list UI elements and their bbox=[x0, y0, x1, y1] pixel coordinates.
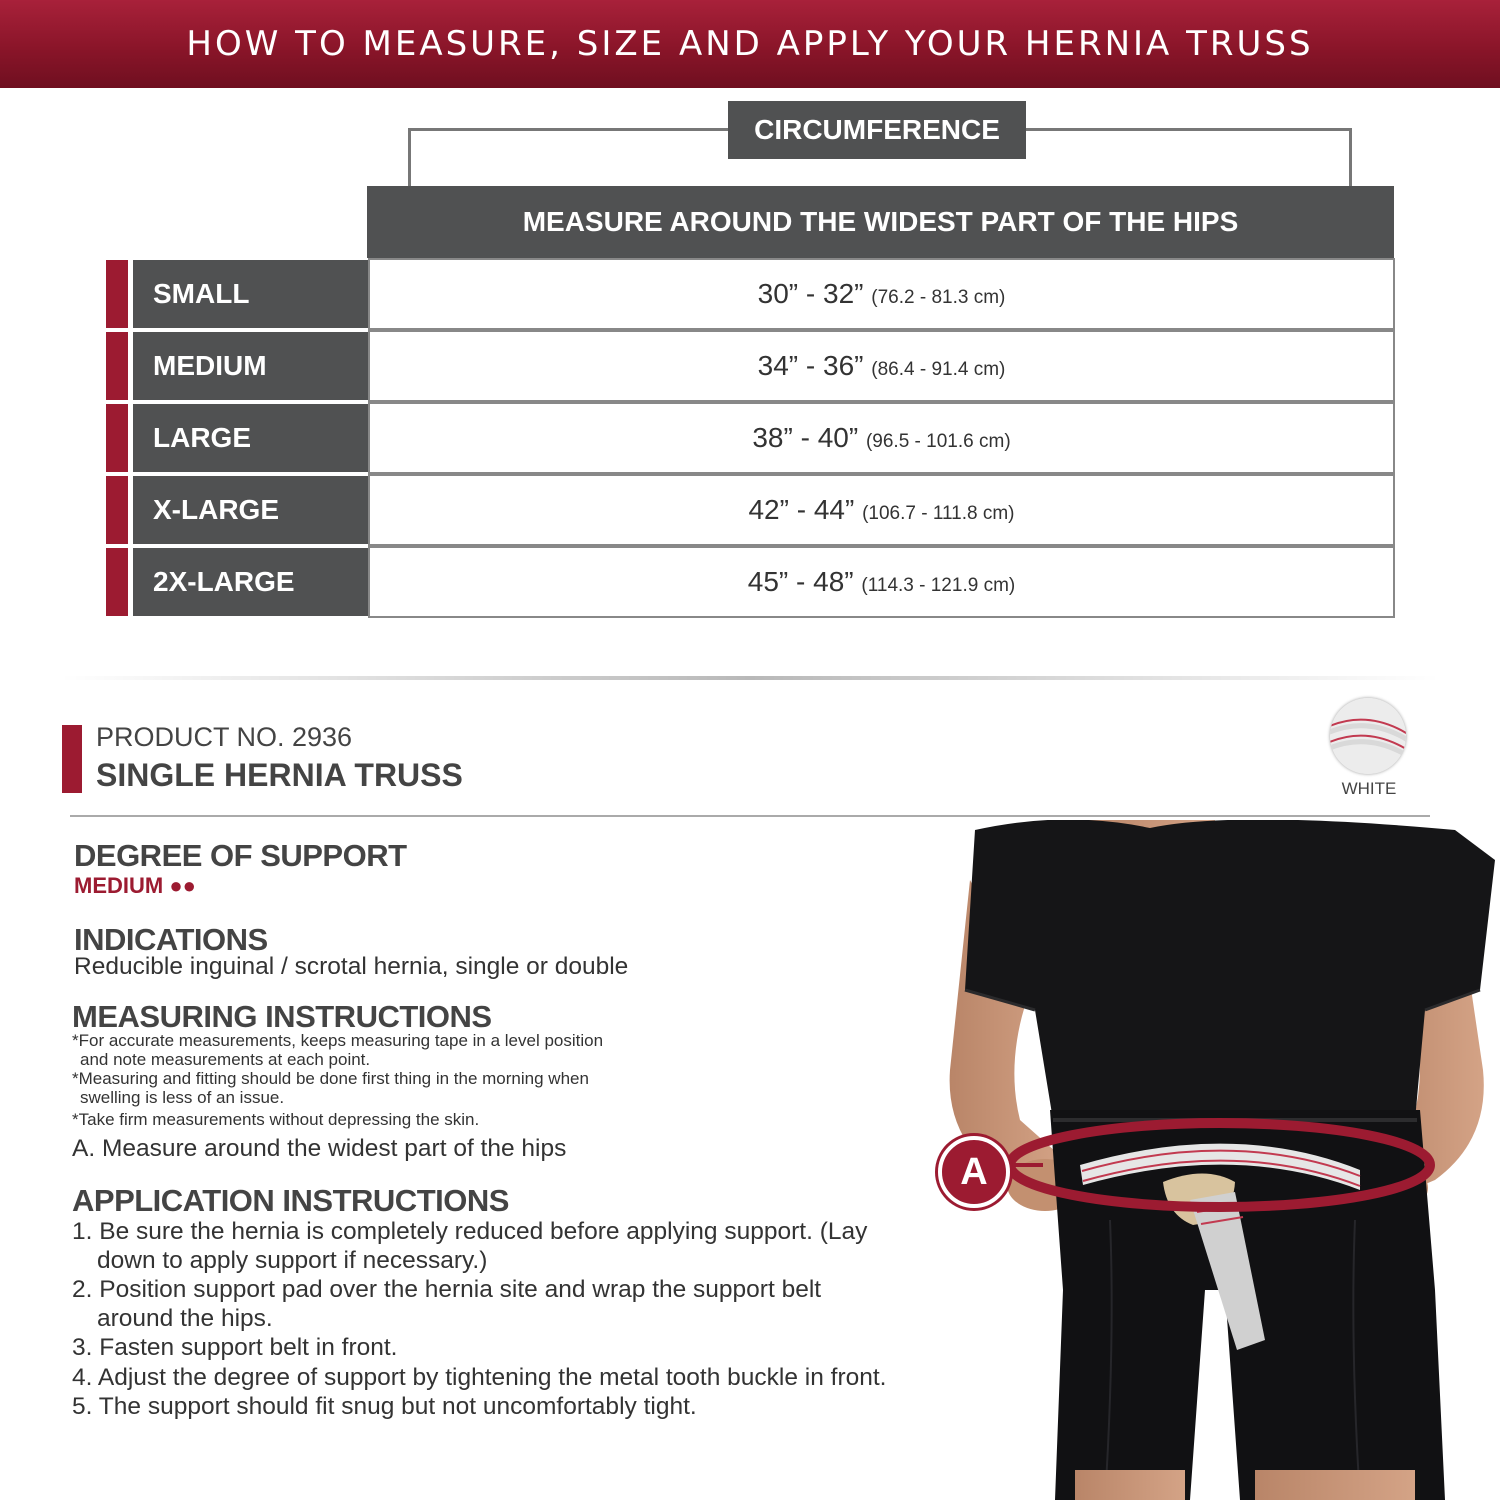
application-step-3: 3. Fasten support belt in front. bbox=[72, 1334, 398, 1361]
measuring-note-1a: *For accurate measurements, keeps measuring tape in a level position bbox=[72, 1031, 604, 1050]
page-title: HOW TO MEASURE, SIZE AND APPLY YOUR HERNIA TRUSS bbox=[186, 24, 1314, 64]
cm-range: (114.3 - 121.9 cm) bbox=[861, 575, 1016, 596]
measuring-note-2b: swelling is less of an issue. bbox=[80, 1088, 285, 1107]
product-accent-bar bbox=[62, 725, 82, 793]
size-range bbox=[368, 330, 1395, 402]
size-row-2x-large bbox=[106, 548, 1396, 618]
size-label: X-LARGE bbox=[133, 476, 368, 544]
measurement-marker-a: A bbox=[938, 1136, 1010, 1208]
inches-range: 45” - 48” bbox=[747, 566, 854, 597]
row-accent bbox=[106, 548, 128, 616]
indications-text: Reducible inguinal / scrotal hernia, single or double bbox=[74, 953, 629, 980]
circumference-label: CIRCUMFERENCE bbox=[728, 101, 1026, 159]
measuring-heading: MEASURING INSTRUCTIONS bbox=[72, 999, 492, 1034]
cm-range: (96.5 - 101.6 cm) bbox=[865, 431, 1011, 452]
inches-range: 38” - 40” bbox=[752, 422, 859, 453]
size-label: SMALL bbox=[133, 260, 368, 328]
section-divider bbox=[60, 676, 1440, 680]
inches-range: 30” - 32” bbox=[757, 278, 864, 309]
size-label: LARGE bbox=[133, 404, 368, 472]
row-accent bbox=[106, 404, 128, 472]
size-label: MEDIUM bbox=[133, 332, 368, 400]
size-row-medium bbox=[106, 332, 1396, 402]
model-photo bbox=[935, 820, 1500, 1500]
measuring-step-a: A. Measure around the widest part of the hips bbox=[72, 1135, 567, 1162]
application-step-2-cont: around the hips. bbox=[97, 1305, 273, 1332]
size-range bbox=[368, 546, 1395, 618]
product-name: SINGLE HERNIA TRUSS bbox=[96, 757, 463, 793]
size-row-small bbox=[106, 260, 1396, 330]
inches-range: 42” - 44” bbox=[748, 494, 855, 525]
model-figure-icon bbox=[935, 820, 1500, 1500]
row-accent bbox=[106, 260, 128, 328]
row-accent bbox=[106, 476, 128, 544]
measuring-note-2a: *Measuring and fitting should be done first thing in the morning when bbox=[72, 1069, 589, 1088]
swatch-stripes-icon bbox=[1330, 698, 1406, 774]
product-number: PRODUCT NO. 2936 bbox=[96, 722, 353, 752]
support-heading: DEGREE OF SUPPORT bbox=[74, 838, 407, 873]
size-range bbox=[368, 474, 1395, 546]
size-range bbox=[368, 402, 1395, 474]
support-value: MEDIUM ●● bbox=[74, 873, 196, 898]
cm-range: (76.2 - 81.3 cm) bbox=[871, 287, 1006, 308]
application-step-1-cont: down to apply support if necessary.) bbox=[97, 1247, 488, 1274]
inches-range: 34” - 36” bbox=[757, 350, 864, 381]
color-swatch[interactable] bbox=[1330, 698, 1406, 774]
row-accent bbox=[106, 332, 128, 400]
size-range bbox=[368, 258, 1395, 330]
cm-range: (106.7 - 111.8 cm) bbox=[862, 503, 1015, 524]
measuring-note-3: *Take firm measurements without depressing the skin. bbox=[72, 1110, 480, 1129]
application-step-1: 1. Be sure the hernia is completely reduced before applying support. (Lay bbox=[72, 1218, 868, 1245]
size-row-x-large bbox=[106, 476, 1396, 546]
application-step-4: 4. Adjust the degree of support by tightening the metal tooth buckle in front. bbox=[72, 1364, 887, 1391]
size-row-large bbox=[106, 404, 1396, 474]
cm-range: (86.4 - 91.4 cm) bbox=[871, 359, 1006, 380]
indications-heading: INDICATIONS bbox=[74, 922, 268, 957]
application-step-2: 2. Position support pad over the hernia site and wrap the support belt bbox=[72, 1276, 822, 1303]
measuring-note-1b: and note measurements at each point. bbox=[80, 1050, 371, 1069]
color-label: WHITE bbox=[1341, 779, 1397, 798]
application-heading: APPLICATION INSTRUCTIONS bbox=[72, 1183, 509, 1218]
measure-header: MEASURE AROUND THE WIDEST PART OF THE HIPS bbox=[367, 186, 1394, 258]
size-label: 2X-LARGE bbox=[133, 548, 368, 616]
application-step-5: 5. The support should fit snug but not uncomfortably tight. bbox=[72, 1393, 697, 1420]
header-rule bbox=[70, 815, 1430, 817]
